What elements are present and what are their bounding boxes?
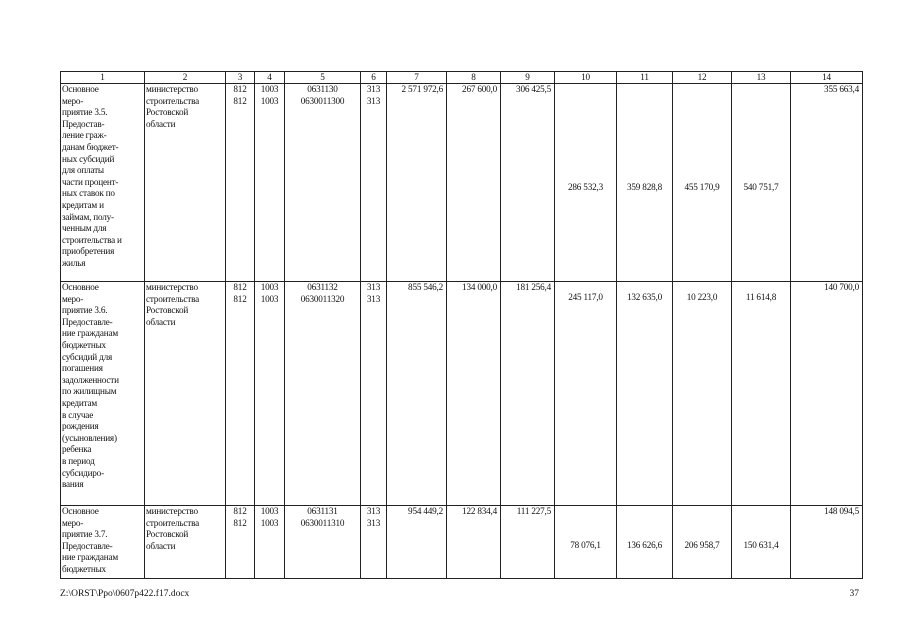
target-article-code: 0631132 [307,282,338,292]
section-code: 1003 [260,95,279,106]
measure-name-line: Основное [62,282,99,292]
col-header-1: 1 [61,72,145,84]
measure-name-line: приятие 3.7. [62,529,108,540]
measure-name-line: жилья [62,257,86,268]
amount-col12 [673,84,732,282]
amount-col9: 111 227,5 [501,506,555,579]
expense-type-cell [361,506,387,579]
amount-col11 [617,506,673,579]
grbs-code-cell [226,282,255,506]
col-header-3: 3 [226,72,255,84]
amount-value: 455 170,9 [684,182,720,192]
measure-name-line: части процент- [62,176,119,187]
grbs-code: 812 [233,84,247,94]
measure-name-line: ных ставок по [62,188,115,199]
col-header-14: 14 [791,72,863,84]
amount-col12 [673,506,732,579]
measure-name-line: кредитам [62,397,98,408]
col-header-2: 2 [145,72,226,84]
measure-name-line: меро- [62,293,84,304]
executor-line: министерство [146,84,198,94]
expense-type-code: 313 [366,84,381,94]
grbs-code: 812 [233,506,247,516]
measure-name-line: вания [62,479,84,490]
measure-name-line: субсидий для [62,351,112,362]
measure-name-cell [61,282,145,506]
executor-line: министерство [146,506,198,516]
section-code-cell [255,506,285,579]
total-amount-cell: 2 571 972,6 [387,84,447,282]
amount-col10 [555,506,617,579]
col-header-10: 10 [555,72,617,84]
measure-name-line: субсидиро- [62,467,104,478]
amount-col13 [732,506,791,579]
measure-name-line: Предоставле- [62,316,113,327]
executor-line: области [146,316,176,327]
section-code: 1003 [260,282,279,292]
section-code-cell [255,282,285,506]
col-header-12: 12 [673,72,732,84]
page-number: 37 [849,589,859,599]
measure-name-line: для оплаты [62,165,104,176]
amount-col10 [555,84,617,282]
executor-cell [145,506,226,579]
section-code: 1003 [260,293,279,304]
target-article-code: 0631130 [307,84,338,94]
amount-col11 [617,84,673,282]
amount-value: 245 117,0 [568,292,603,302]
measure-name-line: задолженности [62,374,119,385]
amount-value: 10 223,0 [686,292,718,302]
col-header-5: 5 [285,72,361,84]
measure-name-line: по жилищным [62,386,117,397]
measure-name-line: бюджетных [62,339,106,350]
executor-line: строительства [146,95,199,106]
executor-line: области [146,540,176,551]
amount-col8: 267 600,0 [447,84,501,282]
amount-col8: 122 834,4 [447,506,501,579]
grbs-code: 812 [233,282,247,292]
col-header-7: 7 [387,72,447,84]
total-amount-cell: 954 449,2 [387,506,447,579]
total-amount-cell: 855 546,2 [387,282,447,506]
measure-name-line: ление граж- [62,130,107,141]
col-header-11: 11 [617,72,673,84]
measure-name-line: рождения [62,421,99,432]
col-header-13: 13 [732,72,791,84]
measure-name-line: приятие 3.6. [62,305,108,316]
measure-name-line: ребенка [62,444,92,455]
measure-name-line: ние гражданам [62,552,118,563]
executor-line: Ростовской [146,107,189,118]
target-article-cell [285,84,361,282]
measure-name-line: займам, полу- [62,211,114,222]
budget-table [60,71,863,579]
expense-type-code: 313 [366,506,381,516]
target-article-cell [285,282,361,506]
measure-name-line: строительства и [62,234,122,245]
measure-name-line: Основное [62,84,99,94]
col-header-9: 9 [501,72,555,84]
measure-name-line: приятие 3.5. [62,107,108,118]
amount-col14: 148 094,5 [791,506,863,579]
amount-col14: 140 700,0 [791,282,863,506]
executor-cell [145,282,226,506]
section-code: 1003 [260,84,279,94]
target-article-cell [285,506,361,579]
executor-line: Ростовской [146,305,189,316]
amount-value: 540 751,7 [743,182,779,192]
target-article-code: 0630011300 [300,95,345,106]
footer-file-path: Z:\ORST\Ppo\0607p422.f17.docx [60,589,190,599]
amount-col14: 355 663,4 [791,84,863,282]
table-row [61,506,863,579]
expense-type-code: 313 [366,282,381,292]
executor-line: области [146,118,176,129]
executor-line: строительства [146,293,199,304]
measure-name-line: погашения [62,363,103,374]
expense-type-code: 313 [366,95,381,106]
grbs-code: 812 [233,517,247,528]
amount-value: 206 958,7 [684,540,720,550]
measure-name-line: данам бюджет- [62,141,119,152]
executor-cell [145,84,226,282]
measure-name-line: кредитам и [62,199,104,210]
column-number-row [61,72,863,84]
measure-name-line: Предостав- [62,118,105,129]
col-header-6: 6 [361,72,387,84]
amount-value: 132 635,0 [627,292,662,302]
amount-value: 286 532,3 [568,182,603,192]
amount-col10 [555,282,617,506]
measure-name-line: бюджетных [62,563,106,574]
amount-value: 11 614,8 [745,292,777,302]
measure-name-line: меро- [62,517,84,528]
target-article-code: 0630011320 [300,293,345,304]
amount-col12 [673,282,732,506]
amount-value: 150 631,4 [743,540,779,550]
measure-name-line: Основное [62,506,99,516]
table-row [61,282,863,506]
executor-line: строительства [146,517,199,528]
table-row [61,84,863,282]
expense-type-cell [361,282,387,506]
measure-name-line: (усыновления) [62,432,117,443]
measure-name-line: ние гражданам [62,328,118,339]
amount-col8: 134 000,0 [447,282,501,506]
target-article-code: 0631131 [307,506,338,516]
amount-value: 136 626,6 [627,540,662,550]
section-code-cell [255,84,285,282]
expense-type-code: 313 [366,517,381,528]
grbs-code-cell [226,506,255,579]
measure-name-line: ных субсидий [62,153,115,164]
amount-col9: 306 425,5 [501,84,555,282]
grbs-code: 812 [233,293,247,304]
expense-type-code: 313 [366,293,381,304]
measure-name-line: ченным для [62,223,107,234]
col-header-8: 8 [447,72,501,84]
amount-value: 359 828,8 [627,182,662,192]
amount-col11 [617,282,673,506]
executor-line: министерство [146,282,198,292]
expense-type-cell [361,84,387,282]
amount-value: 78 076,1 [570,540,601,550]
section-code: 1003 [260,517,279,528]
grbs-code: 812 [233,95,247,106]
measure-name-line: в случае [62,409,94,420]
col-header-4: 4 [255,72,285,84]
grbs-code-cell [226,84,255,282]
amount-col13 [732,84,791,282]
target-article-code: 0630011310 [300,517,345,528]
measure-name-line: приобретения [62,246,115,257]
executor-line: Ростовской [146,529,189,540]
amount-col9: 181 256,4 [501,282,555,506]
measure-name-line: меро- [62,95,84,106]
measure-name-line: Предоставле- [62,540,113,551]
amount-col13 [732,282,791,506]
section-code: 1003 [260,506,279,516]
measure-name-cell [61,84,145,282]
measure-name-cell [61,506,145,579]
measure-name-line: в период [62,455,95,466]
